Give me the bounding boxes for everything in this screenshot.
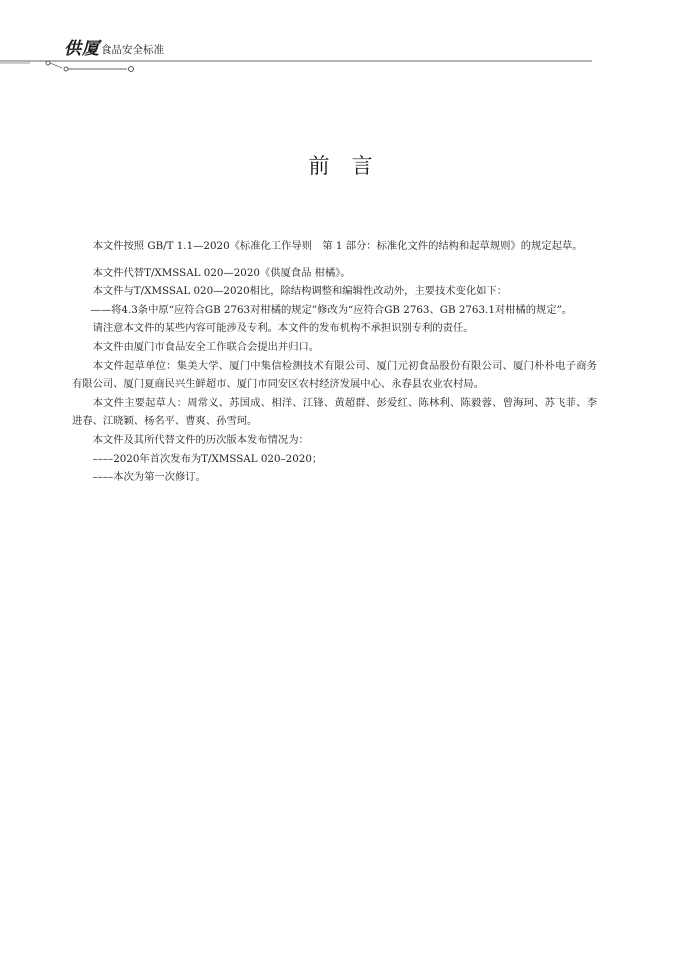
page-title: 前言 — [308, 154, 395, 178]
page-header — [0, 0, 681, 80]
paragraph-drafting-basis: 本文件按照 GB/T 1.1—2020《标准化工作导则 第 1 部分：标准化文件的结构和起草规则》的规定起草。 — [92, 240, 583, 252]
brand-logo-script: 供厦 — [64, 39, 100, 59]
paragraph-change-item: ——将4.3条中原“应符合GB 2763对柑橘的规定”修改为“应符合GB 2763、GB 2763.1对柑橘的规定”。 — [90, 303, 573, 316]
paragraph-drafting-units: 本文件起草单位：集美大学、厦门中集信检测技术有限公司、厦门元初食品股份有限公司、厦门朴朴电子商务有限公司、厦门夏商民兴生鲜超市、厦门市同安区农村经济发展中心、永春县农业农村局。 — [72, 359, 597, 391]
paragraph-patent-notice: 请注意本文件的某些内容可能涉及专利。本文件的发布机构不承担识别专利的责任。 — [92, 322, 474, 335]
paragraph-history-intro: 本文件及其所代替文件的历次版本发布情况为： — [92, 433, 309, 446]
paragraph-changes-intro: 本文件与T/XMSSAL 020—2020相比，除结构调整和编辑性改动外，主要技术变化如下： — [92, 285, 508, 298]
header-rule-decoration — [0, 54, 681, 80]
foreword-body — [72, 237, 597, 487]
paragraph-proposer: 本文件由厦门市食品安全工作联合会提出并归口。 — [92, 340, 320, 353]
paragraph-drafters: 本文件主要起草人：周常义、苏国成、相洋、江锋、黄超群、彭爱红、陈林利、陈毅蓉、曾海珂、苏飞菲、李进春、江晓颖、杨名平、曹爽、孙雪珂。 — [72, 396, 597, 428]
paragraph-replaces: 本文件代替T/XMSSAL 020—2020《供厦食品 柑橘》。 — [92, 266, 351, 279]
brand-subtitle: 食品安全标准 — [101, 44, 164, 56]
paragraph-history-2020: ––––2020年首次发布为T/XMSSAL 020–2020； — [92, 452, 323, 465]
paragraph-history-revision: ––––本次为第一次修订。 — [92, 471, 206, 484]
